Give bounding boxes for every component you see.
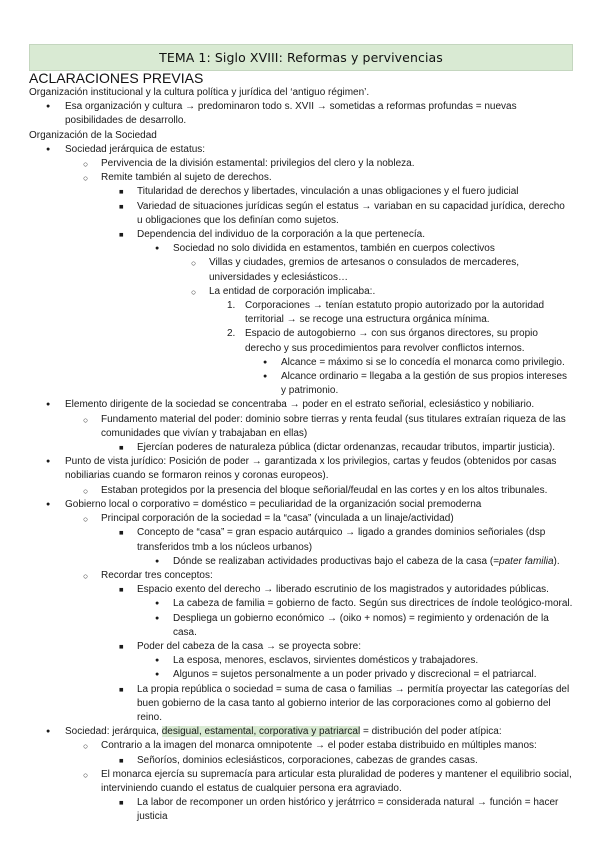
item-text: Corporaciones → tenían estatuto propio autorizado por la autoridad territorial → se recoge una estructura orgánica mínima. <box>245 300 545 326</box>
item-text: Gobierno local o corporativo = doméstico = peculiaridad de la organización social premoderna <box>65 498 482 510</box>
bullet-dot-icon: ● <box>155 245 160 253</box>
item-text: Alcance = máximo si se lo concedía el monarca como privilegio. <box>281 356 565 368</box>
section-heading: ACLARACIONES PREVIAS <box>29 70 204 86</box>
item-text: Ejercían poderes de naturaleza pública (dictar ordenanzas, recaudar tributos, impartir justicia). <box>137 442 555 454</box>
item-text: Principal corporación de la sociedad = la “casa” (vinculada a un linaje/actividad) <box>101 513 454 525</box>
list-item <box>29 441 573 455</box>
document-title: TEMA 1: Siglo XVIII: Reformas y pervivencias <box>29 44 573 71</box>
list-item <box>29 242 573 256</box>
item-text-end: ). <box>553 555 560 567</box>
list-item <box>29 612 573 640</box>
bullet-dot-icon: ● <box>46 458 51 466</box>
item-text: Villas y ciudades, gremios de artesanos o consulados de mercaderes, universidades y eclesiásticos… <box>209 257 519 283</box>
list-item <box>29 200 573 228</box>
list-item <box>29 654 573 668</box>
bullet-dot-icon: ● <box>46 103 51 111</box>
list-item <box>29 796 573 824</box>
bullet-dot-icon: ● <box>155 600 160 608</box>
list-item <box>29 526 573 554</box>
list-number: 2. <box>227 328 236 340</box>
list-item <box>29 512 573 526</box>
list-item <box>29 398 573 412</box>
list-item <box>29 754 573 768</box>
bullet-circle-icon: ○ <box>83 741 89 752</box>
item-text: Titularidad de derechos y libertades, vinculación a unas obligaciones y el fuero judicial <box>137 186 519 198</box>
bullet-dot-icon: ● <box>46 728 51 736</box>
item-text: Punto de vista jurídico: Posición de poder → garantizada x los privilegios, cartas y feudos (obtenidos por casas nobiliarias cuando se formaron reinos y coronas europeos). <box>65 456 557 482</box>
list-item <box>29 455 573 483</box>
bullet-dot-icon: ● <box>263 358 268 366</box>
item-text: Despliega un gobierno económico → (oiko + nomos) = regimiento y ordenación de la casa. <box>173 612 549 638</box>
bullet-square-icon: ■ <box>119 528 124 538</box>
list-item <box>29 370 573 398</box>
list-item <box>29 356 573 370</box>
item-text: La labor de recomponer un orden histórico y jerátrrico = considerada natural → función = hacer justicia <box>137 797 559 823</box>
list-item <box>29 299 573 327</box>
list-item <box>29 668 573 682</box>
list-item <box>29 768 573 796</box>
item-text: La entidad de corporación implicaba:. <box>209 285 376 297</box>
bullet-circle-icon: ○ <box>83 159 89 170</box>
list-item <box>29 143 573 157</box>
item-text: La cabeza de familia = gobierno de facto. Según sus directrices de índole teológico-moral. <box>173 598 573 610</box>
item-text: Concepto de “casa” = gran espacio autárquico → ligado a grandes dominios señoriales (dsp transferidos tmb a los núcleos urbanos) <box>137 527 546 553</box>
list-item <box>29 640 573 654</box>
item-text: Elemento dirigente de la sociedad se concentraba → poder en el estrato señorial, eclesiástico y nobiliario. <box>65 399 535 411</box>
bullet-square-icon: ■ <box>119 798 124 808</box>
item-text: Recordar tres conceptos: <box>101 569 213 581</box>
list-item <box>29 171 573 185</box>
list-item <box>29 498 573 512</box>
list-item <box>29 285 573 299</box>
bullet-square-icon: ■ <box>119 230 124 240</box>
list-item <box>29 569 573 583</box>
item-text: Poder del cabeza de la casa → se proyecta sobre: <box>137 640 362 652</box>
list-item <box>29 597 573 611</box>
bullet-square-icon: ■ <box>119 443 124 453</box>
bullet-circle-icon: ○ <box>191 258 197 269</box>
bullet-square-icon: ■ <box>119 684 124 694</box>
bullet-dot-icon: ● <box>155 657 160 665</box>
item-text: Espacio exento del derecho → liberado escrutinio de los magistrados y autoridades públicas. <box>137 584 549 596</box>
item-text: La esposa, menores, esclavos, sirvientes domésticos y trabajadores. <box>173 655 479 667</box>
bullet-dot-icon: ● <box>46 500 51 508</box>
item-text: Sociedad jerárquica de estatus: <box>65 143 206 155</box>
text-line <box>29 129 573 143</box>
list-item <box>29 484 573 498</box>
bullet-circle-icon: ○ <box>83 414 89 425</box>
item-text: Variedad de situaciones jurídicas según el estatus → variaban en su capacidad jurídica, derecho u obligaciones que los definían como sujetos. <box>137 200 565 226</box>
highlighted-text: desigual, estamental, corporativa y patriarcal <box>161 726 361 738</box>
bullet-square-icon: ■ <box>119 755 124 765</box>
item-text-start: Dónde se realizaban actividades productivas bajo el cabeza de la casa (= <box>173 555 500 567</box>
item-text: Señoríos, dominios eclesiásticos, corporaciones, cabezas de grandes casas. <box>137 754 478 766</box>
list-item <box>29 725 573 739</box>
bullet-dot-icon: ● <box>263 373 268 381</box>
document-body <box>29 70 573 825</box>
item-text: La propia república o sociedad = suma de casa o familias → permitía proyectar las categorías del buen gobierno de la casa tanto al gobierno interior de las corporaciones como al gobierno del reino. <box>137 683 570 723</box>
item-text: Remite también al sujeto de derechos. <box>101 172 272 184</box>
bullet-square-icon: ■ <box>119 187 124 197</box>
list-item <box>29 327 573 355</box>
line-text: Organización de la Sociedad <box>29 129 157 141</box>
bullet-circle-icon: ○ <box>83 485 89 496</box>
list-item <box>29 228 573 242</box>
bullet-circle-icon: ○ <box>83 769 89 780</box>
bullet-square-icon: ■ <box>119 585 124 595</box>
item-text: Algunos = sujetos personalmente a un poder privado y discrecional = el patriarcal. <box>173 669 537 681</box>
item-text: Pervivencia de la división estamental: privilegios del clero y la nobleza. <box>101 158 415 170</box>
item-text: Espacio de autogobierno → con sus órganos directores, su propio derecho y sus procedimientos para revolver conflictos internos. <box>245 328 538 354</box>
item-text: Dependencia del individuo de la corporación a la que pertenecía. <box>137 229 425 241</box>
bullet-dot-icon: ● <box>46 401 51 409</box>
list-item <box>29 100 573 128</box>
bullet-circle-icon: ○ <box>83 173 89 184</box>
list-item <box>29 413 573 441</box>
bullet-circle-icon: ○ <box>83 570 89 581</box>
item-text: Alcance ordinario = llegaba a la gestión de sus propios intereses y patrimonio. <box>281 371 568 397</box>
list-number: 1. <box>227 300 236 312</box>
list-item <box>29 185 573 199</box>
item-text: Fundamento material del poder: dominio sobre tierras y renta feudal (sus titulares extraían riqueza de las comunidades que vivían y trabajaban en ellas) <box>101 413 566 439</box>
bullet-dot-icon: ● <box>155 614 160 622</box>
item-text: Esa organización y cultura → predominaron todo s. XVII → sometidas a reformas profundas = nuevas posibilidades de desarrollo. <box>65 101 517 127</box>
bullet-dot-icon: ● <box>46 145 51 153</box>
list-item <box>29 555 573 569</box>
item-text: Contrario a la imagen del monarca omnipotente → el poder estaba distribuido en múltiples manos: <box>101 740 537 752</box>
text-line <box>29 86 573 100</box>
list-item <box>29 583 573 597</box>
item-text: Sociedad no solo dividida en estamentos, también en cuerpos colectivos <box>173 243 495 255</box>
line-text: Organización institucional y la cultura política y jurídica del ‘antiguo régimen’. <box>29 87 370 98</box>
bullet-square-icon: ■ <box>119 641 124 651</box>
item-text-start: Sociedad: jerárquica, <box>65 726 162 738</box>
item-text: El monarca ejercía su supremacía para articular esta pluralidad de poderes y mantener el equilibrio social, interviniendo cuando el estatus de cualquier persona era agraviado. <box>101 768 572 794</box>
bullet-circle-icon: ○ <box>191 286 197 297</box>
list-item <box>29 739 573 753</box>
list-item <box>29 256 573 284</box>
bullet-dot-icon: ● <box>155 557 160 565</box>
bullet-square-icon: ■ <box>119 201 124 211</box>
italic-term: pater familia <box>499 555 554 567</box>
list-item <box>29 157 573 171</box>
bullet-circle-icon: ○ <box>83 514 89 525</box>
list-item <box>29 683 573 726</box>
bullet-dot-icon: ● <box>155 671 160 679</box>
item-text-end: = distribución del poder atípica: <box>360 726 502 738</box>
item-text: Estaban protegidos por la presencia del bloque señorial/feudal en las cortes y en los altos tribunales. <box>101 484 548 496</box>
